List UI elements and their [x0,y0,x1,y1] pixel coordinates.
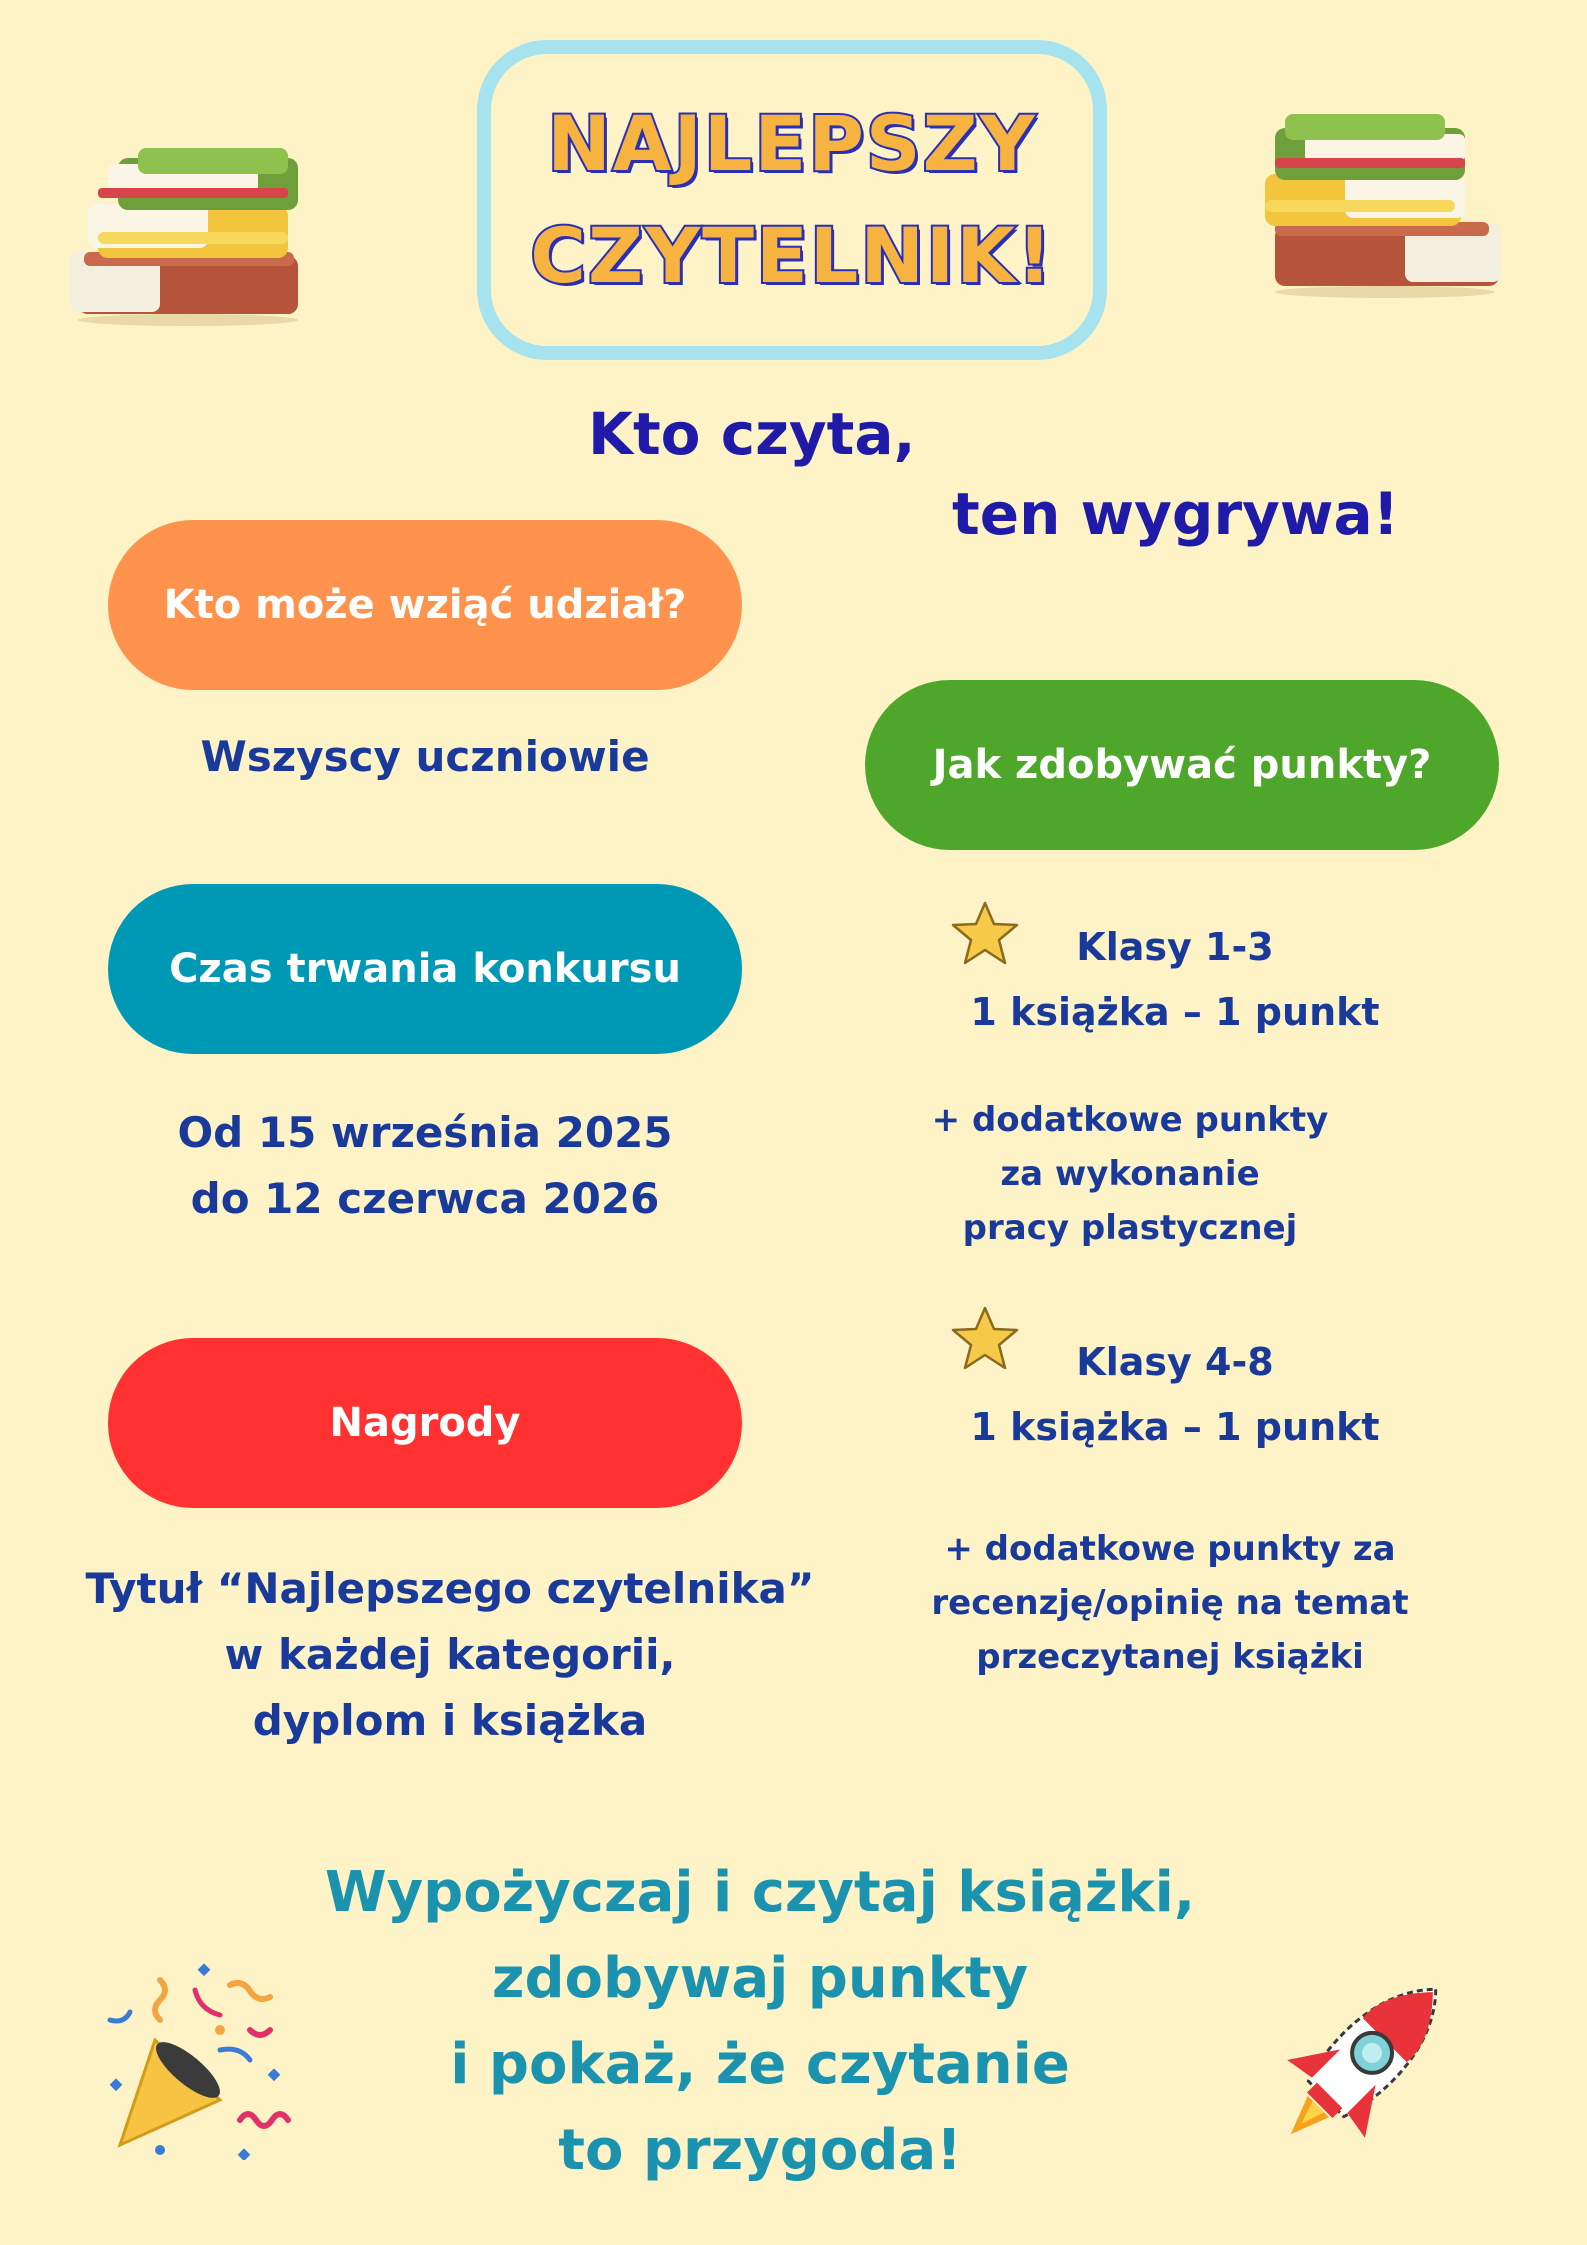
footer-line-1: Wypożyczaj i czytaj książki, [324,1860,1196,1925]
points-heading-pill [865,680,1499,850]
prizes-heading-pill [108,1338,742,1508]
who-heading: Kto może wziąć udział? [163,582,687,628]
books-stack-icon [58,128,308,328]
group2-rule: 1 książka – 1 punkt [970,1405,1380,1449]
group2-bonus [880,1522,1460,1684]
title-line-1: NAJLEPSZY [547,99,1037,188]
party-popper-icon [100,1960,300,2160]
rocket-icon [1255,1950,1475,2170]
footer-message [240,1850,1280,2194]
duration-heading-pill [108,884,742,1054]
slogan-line-2: ten wygrywa! [952,480,1400,548]
prizes-line-3: dyplom i książka [252,1696,648,1745]
books-stack-icon [1255,100,1515,300]
group2-bonus-line-2: recenzję/opinię na temat [931,1583,1409,1623]
duration-heading: Czas trwania konkursu [169,946,681,992]
title-line-2: CZYTELNIK! [530,211,1054,300]
who-heading-pill [108,520,742,690]
group2-bonus-line-3: przeczytanej książki [976,1637,1364,1677]
prizes-description [60,1556,840,1754]
group1-bonus-line-2: za wykonanie [1000,1154,1260,1194]
slogan-line-1: Kto czyta, [588,400,916,468]
group1-bonus-line-1: + dodatkowe punkty [931,1100,1329,1140]
group2-class-label: Klasy 4-8 [1076,1340,1274,1384]
group1-rule: 1 książka – 1 punkt [970,990,1380,1034]
who-answer: Wszyscy uczniowie [200,732,650,781]
prizes-heading: Nagrody [329,1400,521,1446]
duration-dates [108,1100,742,1232]
points-heading: Jak zdobywać punkty? [932,742,1432,788]
group1-class-label: Klasy 1-3 [1076,925,1274,969]
group1-bonus-line-3: pracy plastycznej [962,1208,1298,1248]
group2-bonus-line-1: + dodatkowe punkty za [944,1529,1396,1569]
group1-bonus [880,1093,1380,1255]
duration-start: Od 15 września 2025 [177,1108,673,1157]
title-banner [477,40,1107,360]
prizes-line-1: Tytuł “Najlepszego czytelnika” [85,1564,815,1613]
footer-line-3: i pokaż, że czytanie [450,2032,1070,2097]
footer-line-4: to przygoda! [558,2118,962,2183]
footer-line-2: zdobywaj punkty [491,1946,1029,2011]
prizes-line-2: w każdej kategorii, [224,1630,676,1679]
duration-end: do 12 czerwca 2026 [190,1174,660,1223]
